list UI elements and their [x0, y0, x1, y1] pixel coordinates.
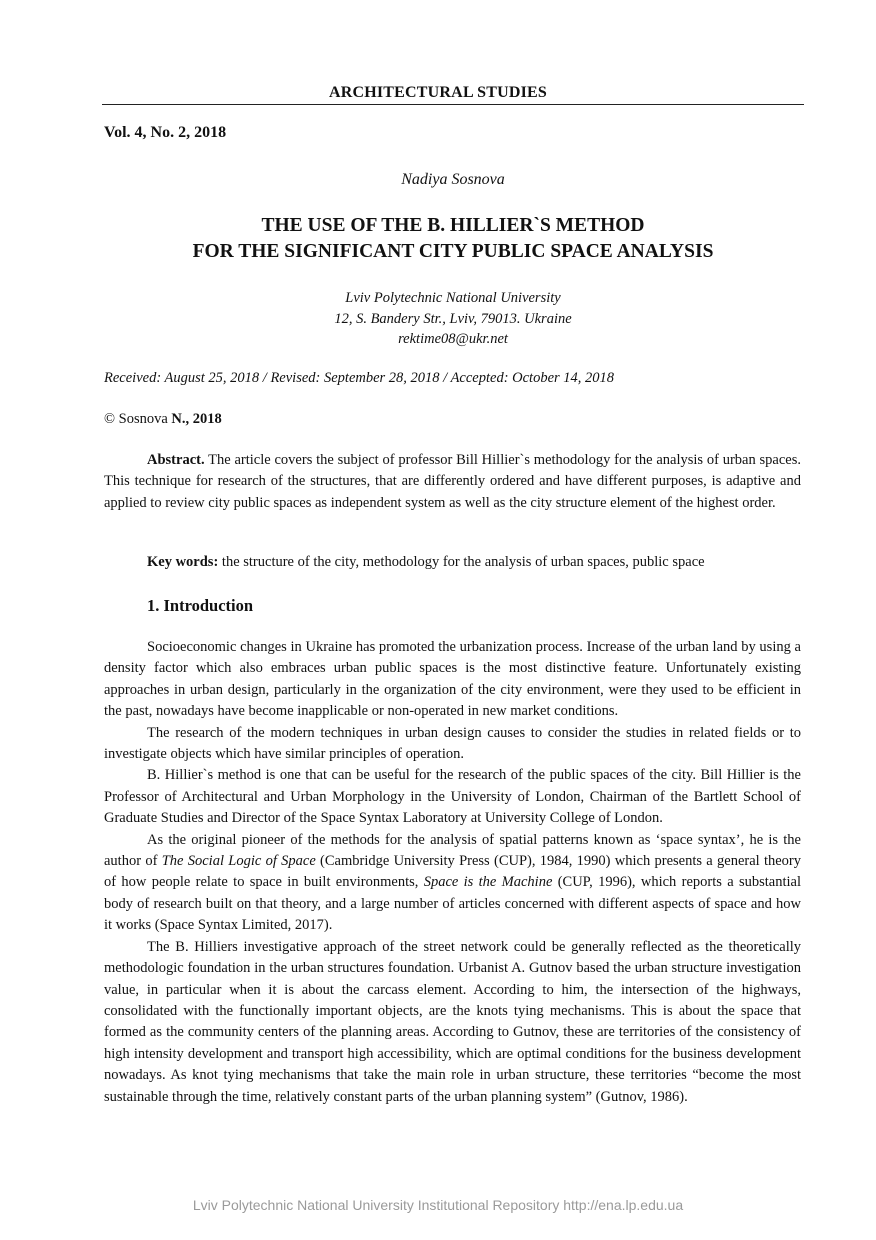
copyright-prefix: © Sosnova [104, 411, 168, 427]
p4-text-b: (Cambridge University Press (CUP), 1984, 1990) which presents a general theory of how people relate to space in built environments, [104, 853, 802, 891]
paragraph-3: B. Hillier`s method is one that can be useful for the research of the public spaces of the city. Bill Hillier is the Professor of Architectural and Urban Morphology in the University of London, Chairman of the Bartlett School of Graduate Studies and Director of the Space Syntax Laboratory at University College of London. [104, 767, 801, 827]
email: rektime08@ukr.net [398, 331, 508, 347]
volume-info: Vol. 4, No. 2, 2018 [104, 124, 227, 141]
author-name: Nadiya Sosnova [401, 171, 505, 188]
paragraph-4 [104, 830, 801, 937]
journal-name: ARCHITECTURAL STUDIES [328, 84, 548, 101]
header-rule [102, 104, 804, 105]
affiliation-block [0, 288, 876, 350]
introduction-body [104, 637, 801, 1108]
affiliation: Lviv Polytechnic National University [345, 290, 561, 306]
repository-footer: Lviv Polytechnic National University Institutional Repository http://ena.lp.edu.ua [192, 1197, 684, 1213]
publication-dates: Received: August 25, 2018 / Revised: September 28, 2018 / Accepted: October 14, 2018 [104, 370, 615, 386]
keywords [104, 552, 801, 573]
copyright [104, 411, 222, 428]
paragraph-1: Socioeconomic changes in Ukraine has promoted the urbanization process. Increase of the urban land by using a density factor which also embraces urban public spaces is the most distinctive feature. Unfortunately existing approaches in urban design, particularly in the organization of the city environment, were they used to be efficient in the past, nowadays have become inapplicable or non-operated in new market conditions. [104, 639, 801, 720]
p4-text-a: As the original pioneer of the methods for the analysis of spatial patterns known as ‘space syntax’, he is the author of [104, 831, 801, 870]
paragraph-5: The B. Hilliers investigative approach of the street network could be generally reflected as the theoretically methodologic foundation in the urban structures foundation. Urbanist A. Gutnov based the urban structure investigation value, in particular when it is about the carcass element. According to him, the intersection of the highways, consolidated with the functionally important objects, are the knots tying mechanisms. This is about the space that formed as the community centers of the planning areas. According to Gutnov, these are territories of the consistency of high intensity development and transport high accessibility, which are optimal conditions for the business development nowadays. As knot tying mechanisms that take the main role in urban structure, these territories “become the most sustainable through the time, relatively constant parts of the urban planning system” (Gutnov, 1986). [104, 938, 801, 1105]
paragraph-2: The research of the modern techniques in urban design causes to consider the studies in related fields or to investigate objects which have similar principles of operation. [104, 724, 801, 763]
abstract-label: Abstract. [147, 452, 205, 468]
abstract [104, 450, 801, 514]
keywords-label: Key words: [147, 554, 219, 570]
book-title-space-machine: Space is the Machine [423, 874, 553, 891]
keywords-text: the structure of the city, methodology for the analysis of urban spaces, public space [221, 554, 705, 570]
abstract-text: The article covers the subject of professor Bill Hillier`s methodology for the analysis of urban spaces. This technique for research of the structures, that are differently ordered and have different purposes, is adaptive and applied to review city public spaces as independent system as well as the city structure element of the highest order. [104, 452, 801, 511]
p4-text-c: (CUP, 1996), which reports a substantial body of research built on that theory, and a large number of articles concerned with different aspects of space and how it works (Space Syntax Limited, 2017). [104, 874, 801, 934]
article-title [0, 213, 876, 265]
copyright-suffix: N., 2018 [171, 411, 222, 427]
title-line-2: FOR THE SIGNIFICANT CITY PUBLIC SPACE ANALYSIS [192, 241, 714, 262]
address: 12, S. Bandery Str., Lviv, 79013. Ukraine [334, 310, 572, 327]
title-line-1: THE USE OF THE B. HILLIER`S METHOD [261, 215, 645, 236]
section-heading: 1. Introduction [147, 596, 254, 615]
book-title-social-logic: The Social Logic of Space [161, 853, 316, 870]
